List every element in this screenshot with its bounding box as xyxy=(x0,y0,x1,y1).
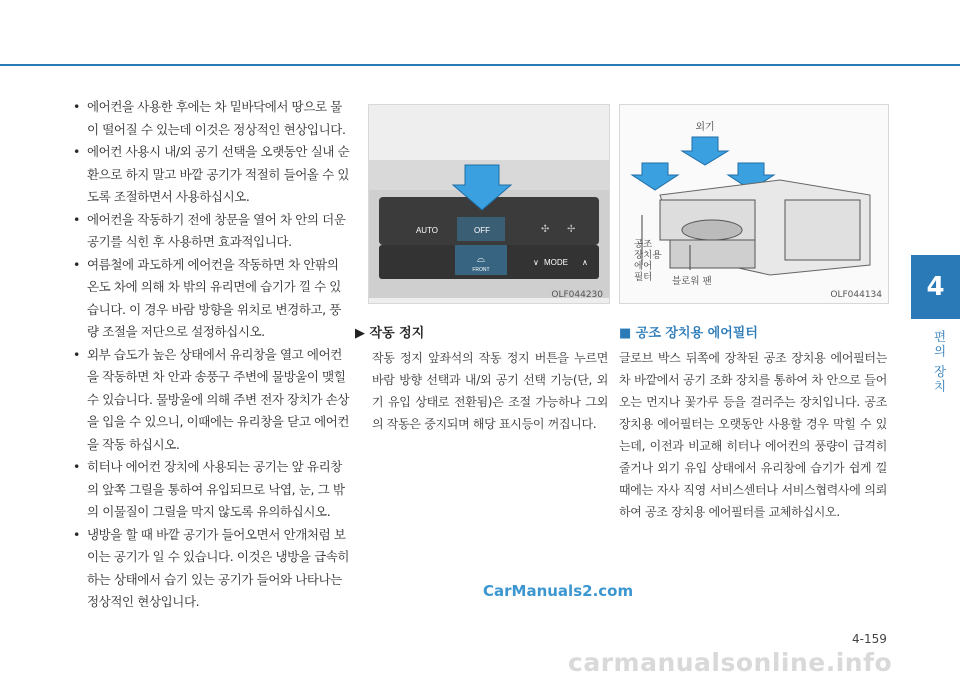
air-filter-figure xyxy=(619,104,889,304)
section-body-filter: 글로브 박스 뒤쪽에 장착된 공조 장치용 에어필터는 차 바깥에서 공기 조화 장치를 통하여 차 안으로 들어오는 먼지나 꽃가루 등을 걸러주는 장치입니다. 공조 장치용 에어필터는 오랫동안 사용할 경우 막힐 수 있는데, 이전과 비교해 히터나 에어컨의 풍량이 급격히 줄거나 외기 유입 상태에서 유리창에 습기가 쉽게 낄 때에는 자사 직영 서비스센터나 서비스협력사에 의뢰하여 공조 장치용 에어필터를 교체하십시오. xyxy=(619,351,887,519)
front-label: FRONT xyxy=(472,267,490,273)
watermark: CarManuals2.com xyxy=(483,582,634,600)
caution-list xyxy=(73,96,351,614)
climate-panel-figure xyxy=(368,104,610,304)
mode-button-label: MODE xyxy=(544,258,568,267)
section-body-stop: 작동 정지 앞좌석의 작동 정지 버튼을 누르면 바람 방향 선택과 내/외 공기 선택 기능(단, 외기 유입 상태로 전환됨)은 조절 가능하나 그외의 작동은 중지되며 해당 표시등이 꺼집니다. xyxy=(372,351,608,431)
chevron-up-icon: ∧ xyxy=(582,258,588,267)
outside-air-label: 외기 xyxy=(695,122,715,133)
figure-code: OLF044134 xyxy=(830,290,882,300)
header-rule xyxy=(0,64,960,66)
defrost-icon: ⌓ xyxy=(477,254,485,265)
chevron-down-icon: ∨ xyxy=(533,258,539,267)
caution-item: • 에어컨을 사용한 후에는 차 밑바닥에서 땅으로 물이 떨어질 수 있는데 이것은 정상적인 현상입니다. xyxy=(73,96,351,141)
caution-item: • 히터나 에어컨 장치에 사용되는 공기는 앞 유리창의 앞쪽 그릴을 통하여 유입되므로 낙엽, 눈, 그 밖의 이물질이 그릴을 막지 않도록 유의하십시오. xyxy=(73,456,351,524)
caution-item: • 냉방을 할 때 바깥 공기가 들어오면서 안개처럼 보이는 공기가 일 수 있습니다. 이것은 냉방을 급속히 하는 상태에서 습기 있는 공기가 들어와 나타나는 정상적인 현상입니다. xyxy=(73,524,351,614)
section-title-filter: ■ 공조 장치용 에어필터 xyxy=(619,326,758,341)
footer-watermark: carmanualsonline.info xyxy=(568,648,893,677)
chapter-label: 편의 장치 xyxy=(932,330,947,394)
section-title-stop: ▶ 작동 정지 xyxy=(355,326,425,341)
off-button-label: OFF xyxy=(474,226,490,235)
page-number: 4-159 xyxy=(852,632,887,646)
fan-icon: ✣ xyxy=(541,224,550,235)
filter-label: 공조 장치용 에어 필터 xyxy=(634,239,662,283)
fan-large-icon: ✢ xyxy=(567,224,576,235)
caution-item: • 외부 습도가 높은 상태에서 유리창을 열고 에어컨을 작동하면 차 안과 송풍구 주변에 물방울이 맺힐 수 있습니다. 물방울에 의해 주변 전자 장치가 손상을 입을 수 있으니, 이때에는 유리창을 닫고 에어컨을 작동 하십시오. xyxy=(73,344,351,457)
blower-label: 블로워 팬 xyxy=(672,276,712,287)
chapter-tab[interactable]: 4 xyxy=(911,255,960,319)
caution-item: • 에어컨을 작동하기 전에 창문을 열어 차 안의 더운 공기를 식힌 후 사용하면 효과적입니다. xyxy=(73,209,351,254)
caution-item: • 여름철에 과도하게 에어컨을 작동하면 차 안팎의 온도 차에 의해 차 밖의 유리면에 습기가 낄 수 있습니다. 이 경우 바람 방향을 위치로 변경하고, 풍량 조절을 저단으로 설정하십시오. xyxy=(73,254,351,344)
auto-button-label: AUTO xyxy=(415,226,439,235)
figure-code: OLF044230 xyxy=(551,290,603,300)
climate-panel-illustration xyxy=(369,105,609,303)
caution-item: • 에어컨 사용시 내/외 공기 선택을 오랫동안 실내 순환으로 하지 말고 바깥 공기가 적절히 들어올 수 있도록 조절하면서 사용하십시오. xyxy=(73,141,351,209)
